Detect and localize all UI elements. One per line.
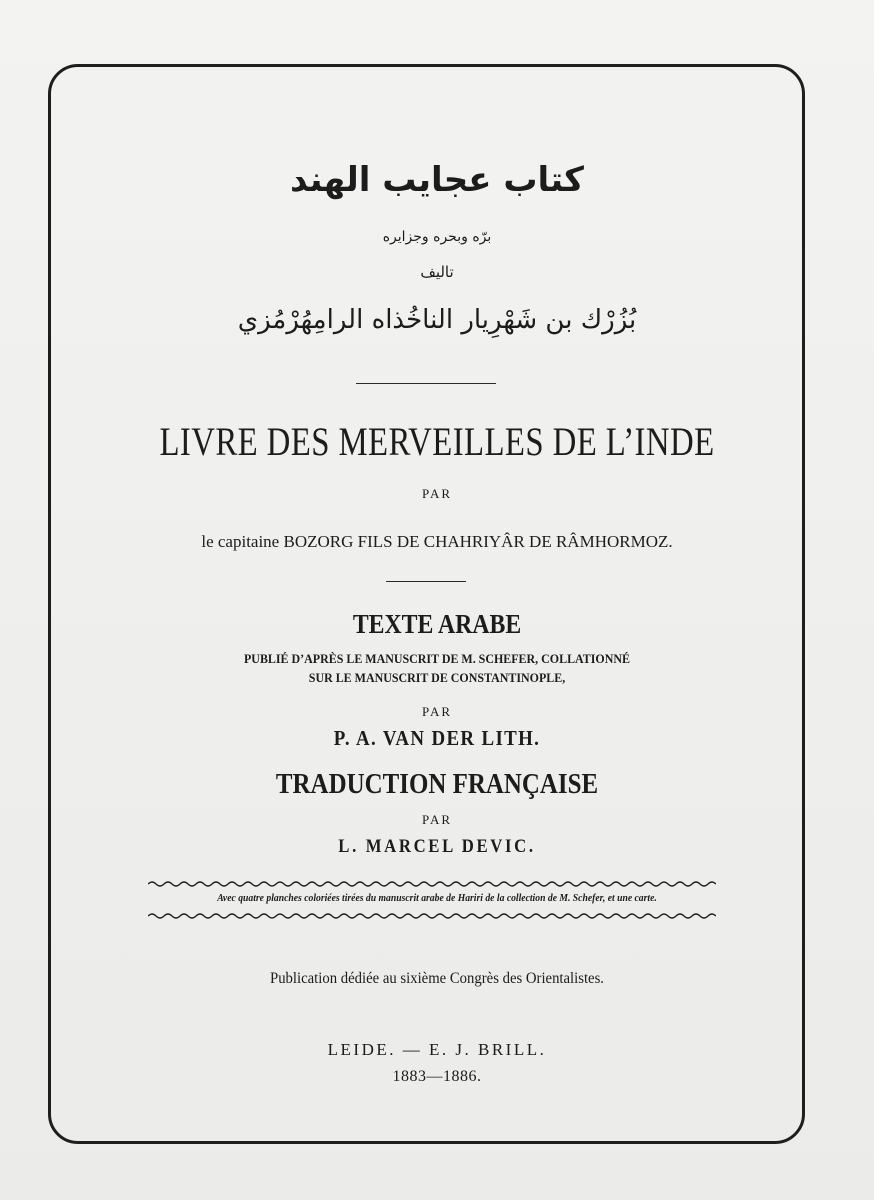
divider-rule-top	[356, 383, 496, 384]
wavy-rule-bottom	[148, 912, 716, 920]
publication-note: Publication dédiée au sixième Congrès des Orientalistes.	[270, 970, 604, 987]
arabic-author: بُزُرْك بن شَهْرِيار الناخُذاه الرامِهُرْمُزي	[237, 305, 637, 335]
par-label-2: PAR	[421, 704, 453, 719]
publie-statement	[35, 649, 839, 687]
arabic-subtitle: برّه وبحره وجزايره	[382, 229, 492, 245]
publie-line-2: SUR LE MANUSCRIT DE CONSTANTINOPLE,	[308, 670, 566, 685]
par-label-1: PAR	[421, 486, 453, 501]
editor-name: P. A. VAN DER LITH.	[333, 726, 541, 750]
author-line: le capitaine BOZORG FILS DE CHAHRIYÂR DE RÂMHORMOZ.	[201, 532, 673, 551]
publication-dates: 1883—1886.	[392, 1068, 482, 1085]
arabic-title: كتاب عجايب الهند	[290, 160, 584, 200]
publie-line-1: PUBLIÉ D’APRÈS LE MANUSCRIT DE M. SCHEFER, COLLATIONNÉ	[244, 651, 630, 666]
divider-rule-middle	[386, 581, 466, 582]
texte-arabe-heading: TEXTE ARABE	[352, 609, 522, 639]
french-title: LIVRE DES MERVEILLES DE L’INDE	[159, 419, 715, 464]
arabic-talif: تاليف	[420, 263, 454, 281]
planches-note: Avec quatre planches coloriées tirées du manuscrit arabe de Hariri de la collection de M. Schefer, et une carte.	[217, 893, 657, 904]
wavy-rule-top	[148, 880, 716, 888]
par-label-3: PAR	[421, 812, 453, 827]
imprint: LEIDE. — E. J. BRILL.	[327, 1040, 547, 1059]
translator-name: L. MARCEL DEVIC.	[338, 836, 536, 857]
traduction-heading: TRADUCTION FRANÇAISE	[275, 768, 599, 800]
